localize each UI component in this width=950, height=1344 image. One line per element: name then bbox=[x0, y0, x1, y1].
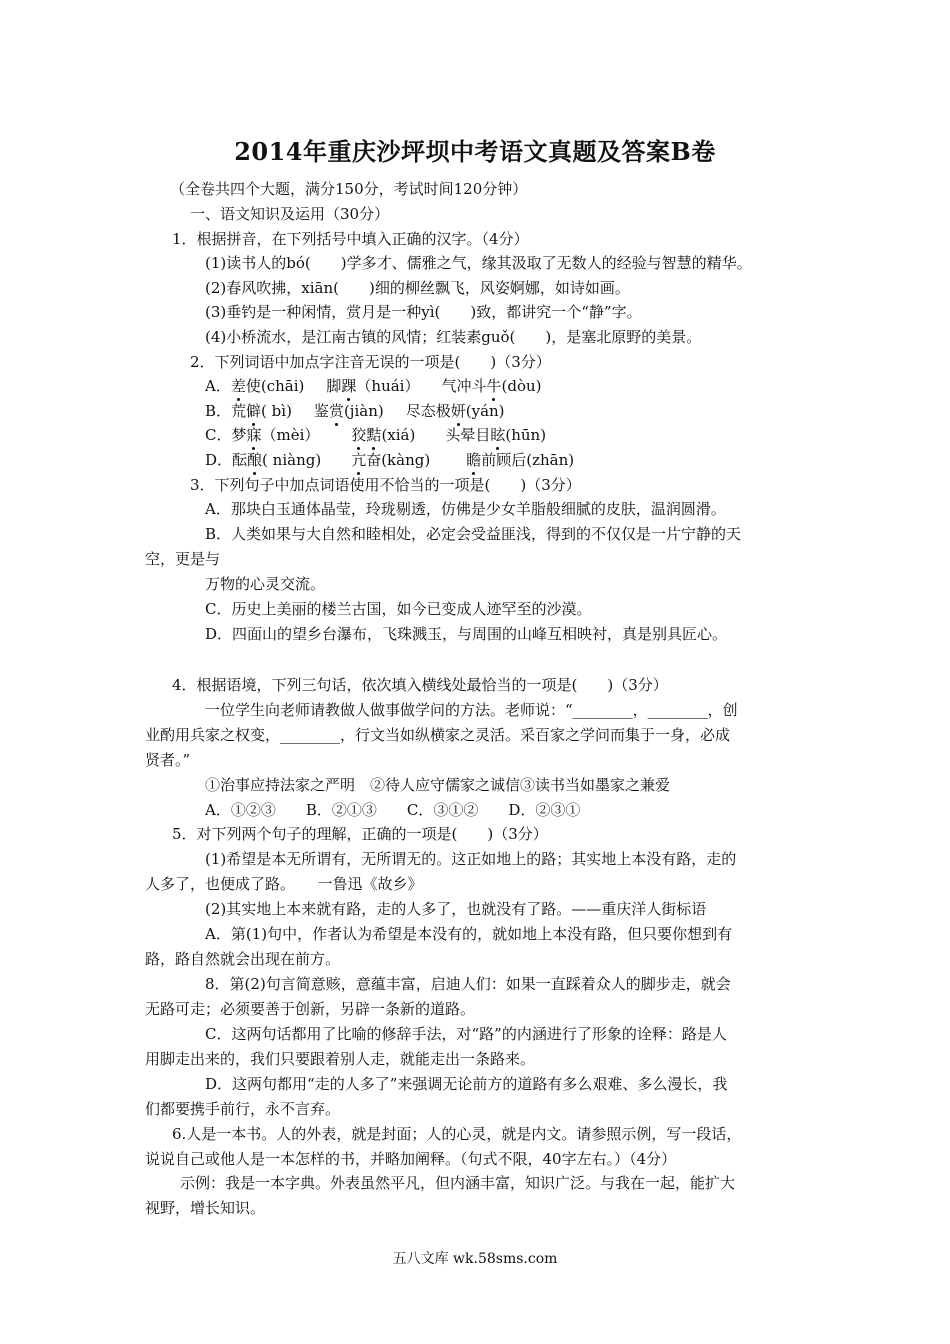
question-3-option: 空，更是与 bbox=[145, 550, 221, 568]
exam-intro: （全卷共四个大题，满分150分，考试时间120分钟） bbox=[170, 180, 528, 198]
question-4-answers: A．①②③ B．②①③ C．③①② D．②③① bbox=[205, 801, 581, 819]
question-2-option: B．荒僻( bì) 鉴赏(jiàn) 尽态极妍(yán) bbox=[205, 402, 505, 420]
question-4-stem: 4．根据语境，下列三句话，依次填入横线处最恰当的一项是( )（3分） bbox=[172, 676, 668, 694]
question-4-choices: ①治事应持法家之严明 ②待人应守儒家之诚信③读书当如墨家之兼爱 bbox=[205, 776, 671, 794]
question-3-option: C．历史上美丽的楼兰古国，如今已变成人迹罕至的沙漠。 bbox=[205, 600, 592, 618]
question-1-item: (1)读书人的bó( )学多才、儒雅之气，缘其汲取了无数人的经验与智慧的精华。 bbox=[205, 254, 752, 272]
question-1-item: (2)春风吹拂，xiān( )细的柳丝飘飞，风姿婀娜，如诗如画。 bbox=[205, 279, 630, 297]
question-6-stem: 6.人是一本书。人的外表，就是封面；人的心灵，就是内文。请参照示例，写一段话， bbox=[172, 1125, 742, 1143]
question-2-option: A．差使(chāi) 脚踝（huái） 气冲斗牛(dòu) bbox=[205, 377, 542, 395]
question-5-option: 用脚走出来的，我们只要跟着别人走，就能走出一条路来。 bbox=[145, 1050, 536, 1068]
page-title: 2014年重庆沙坪坝中考语文真题及答案B卷 bbox=[234, 137, 716, 166]
question-5-sentence: (2)其实地上本来就有路，走的人多了，也就没有了路。——重庆洋人街标语 bbox=[205, 900, 707, 918]
question-5-option: 无路可走；必须要善于创新，另辟一条新的道路。 bbox=[145, 1000, 476, 1018]
question-5-sentence: (1)希望是本无所谓有，无所谓无的。这正如地上的路；其实地上本没有路，走的 bbox=[205, 850, 737, 868]
question-2-option: C．梦寐（mèi） 狡黠(xiá) 头晕目眩(hūn) bbox=[205, 426, 547, 444]
question-1-item: (3)垂钓是一种闲情，赏月是一种yì( )致，都讲究一个“静”字。 bbox=[205, 303, 642, 321]
question-6-example: 示例：我是一本字典。外表虽然平凡，但内涵丰富，知识广泛。与我在一起，能扩大 bbox=[180, 1174, 736, 1192]
question-3-option: D．四面山的望乡台瀑布，飞珠溅玉，与周围的山峰互相映衬，真是别具匠心。 bbox=[205, 625, 728, 643]
question-5-option: A．第(1)句中，作者认为希望是本没有的，就如地上本没有路，但只要你想到有 bbox=[205, 925, 733, 943]
question-3-option: 万物的心灵交流。 bbox=[205, 575, 326, 593]
question-5-option: 路，路自然就会出现在前方。 bbox=[145, 950, 341, 968]
question-5-sentence: 人多了，也便成了路。 一鲁迅《故乡》 bbox=[145, 875, 423, 893]
question-6-example: 视野，增长知识。 bbox=[145, 1199, 266, 1217]
question-3-stem: 3．下列句子中加点词语使用不恰当的一项是( )（3分） bbox=[190, 476, 581, 494]
question-5-option: 8．第(2)句言简意赅，意蕴丰富，启迪人们：如果一直踩着众人的脚步走，就会 bbox=[205, 975, 731, 993]
question-4-passage: 一位学生向老师请教做人做事做学问的方法。老师说：“________，________，创 bbox=[205, 701, 738, 719]
question-6-stem: 说说自己或他人是一本怎样的书，并略加阐释。（句式不限，40字左右。）（4分） bbox=[145, 1150, 677, 1168]
question-2-stem: 2．下列词语中加点字注音无误的一项是( )（3分） bbox=[190, 353, 551, 371]
page-footer: 五八文库 wk.58sms.com bbox=[392, 1251, 558, 1267]
question-5-option: D．这两句都用“走的人多了”来强调无论前方的道路有多么艰难、多么漫长，我 bbox=[205, 1075, 728, 1093]
question-5-option: 们都要携手前行，永不言弃。 bbox=[145, 1100, 341, 1118]
question-1-stem: 1．根据拼音，在下列括号中填入正确的汉字。（4分） bbox=[172, 230, 529, 248]
question-1-item: (4)小桥流水，是江南古镇的风情；红装素guǒ( )，是塞北原野的美景。 bbox=[205, 328, 702, 346]
question-4-passage: 业酌用兵家之权变，________，行文当如纵横家之灵活。采百家之学问而集于一身，必成 bbox=[145, 726, 731, 744]
question-5-option: C．这两句话都用了比喻的修辞手法，对“路”的内涵进行了形象的诠释：路是人 bbox=[205, 1025, 727, 1043]
section-heading: 一、语文知识及运用（30分） bbox=[190, 205, 390, 223]
question-3-option: B．人类如果与大自然和睦相处，必定会受益匪浅，得到的不仅仅是一片宁静的天 bbox=[205, 525, 742, 543]
question-2-option: D．酝酿( niàng) 亢奋(kàng) 瞻前顾后(zhān) bbox=[205, 451, 575, 469]
question-4-passage: 贤者。” bbox=[145, 751, 191, 769]
question-5-stem: 5．对下列两个句子的理解，正确的一项是( )（3分） bbox=[172, 825, 548, 843]
question-3-option: A．那块白玉通体晶莹，玲珑剔透，仿佛是少女羊脂般细腻的皮肤，温润圆滑。 bbox=[205, 500, 726, 518]
